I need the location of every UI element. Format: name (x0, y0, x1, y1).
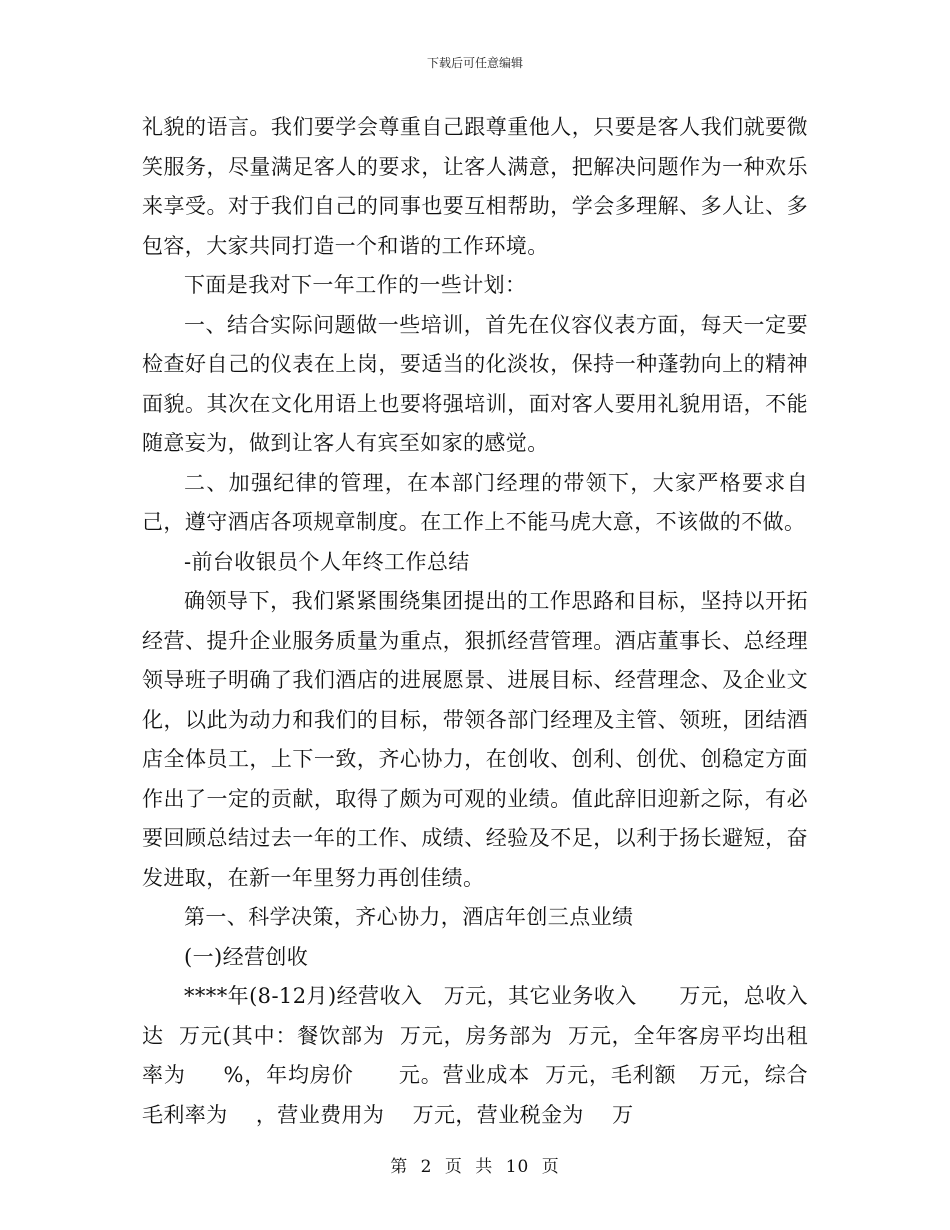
paragraph-2: 下面是我对下一年工作的一些计划： (184, 273, 527, 297)
document-body (142, 108, 808, 1135)
page-header: 下载后可任意编辑 (426, 56, 523, 70)
paragraph-4: 二、加强纪律的管理，在本部门经理的带领下，大家严格要求自己，遵守酒店各项规章制度。在工作上不能马虎大意，不该做的不做。 (142, 470, 808, 534)
paragraph-3: 一、结合实际问题做一些培训，首先在仪容仪表方面，每天一定要检查好自己的仪表在上岗，要适当的化淡妆，保持一种蓬勃向上的精神面貌。其次在文化用语上也要将强培训，面对客人要用礼貌用语，不能随意妄为，做到让客人有宾至如家的感觉。 (142, 312, 808, 455)
paragraph-6: ****年(8-12月)经营收入 万元，其它业务收入 万元，总收入达 万元(其中：餐饮部为 万元，房务部为 万元，全年客房平均出租率为 %，年均房价 元。营业成本 万元，毛利额 万元，综合毛利率为 ，营业费用为 万元，营业税金为 万 (142, 984, 808, 1127)
subheading-1: 第一、科学决策，齐心协力，酒店年创三点业绩 (184, 905, 634, 929)
paragraph-1: 礼貌的语言。我们要学会尊重自己跟尊重他人，只要是客人我们就要微笑服务，尽量满足客人的要求，让客人满意，把解决问题作为一种欢乐来享受。对于我们自己的同事也要互相帮助，学会多理解、多人让、多包容，大家共同打造一个和谐的工作环境。 (142, 115, 808, 258)
subheading-2: (一)经营创收 (184, 944, 309, 969)
section-heading: -前台收银员个人年终工作总结 (184, 549, 470, 574)
page-footer: 第 2 页 共 10 页 (390, 1157, 560, 1177)
paragraph-5: 确领导下，我们紧紧围绕集团提出的工作思路和目标，坚持以开拓经营、提升企业服务质量为重点，狠抓经营管理。酒店董事长、总经理领导班子明确了我们酒店的进展愿景、进展目标、经营理念、及企业文化，以此为动力和我们的目标，带领各部门经理及主管、领班，团结酒店全体员工，上下一致，齐心协力，在创收、创利、创优、创稳定方面作出了一定的贡献，取得了颇为可观的业绩。值此辞旧迎新之际，有必要回顾总结过去一年的工作、成绩、经验及不足，以利于扬长避短，奋发进取，在新一年里努力再创佳绩。 (142, 589, 808, 890)
